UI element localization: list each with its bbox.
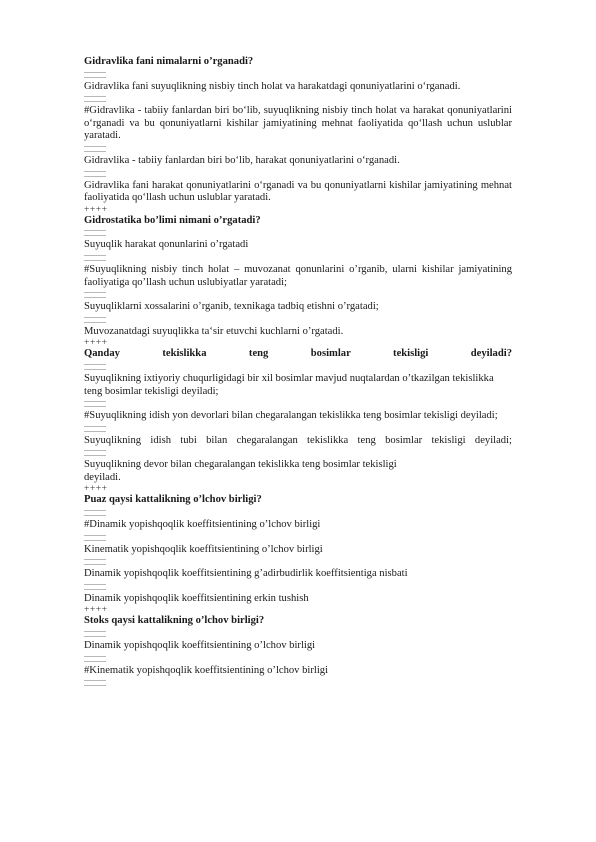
answer-option: deyiladi. [84,471,121,483]
separator-line [84,656,106,662]
separator-line [84,72,106,78]
separator-line [84,535,106,541]
question-delimiter: ++++ [84,605,108,616]
answer-option: #Suyuqlikning idish yon devorlari bilan chegaralangan tekislikka teng bosimlar tekisligi deyiladi; [84,410,498,422]
answer-option: Dinamik yopishqoqlik koeffitsientining o’lchov birligi [84,640,316,652]
question-text: Gidravlika fani nimalarni o’rganadi? [84,56,254,67]
separator-line [84,255,106,261]
answer-option: Muvozanatdagi suyuqlikka ta‘sir etuvchi kuchlarni o’rgatadi. [84,325,344,337]
answer-option: Suyuqlikning devor bilan chegaralangan tekislikka teng bosimlar tekisligi [84,459,397,471]
question-text: Stoks qaysi kattalikning o’lchov birligi? [84,615,265,627]
separator-line [84,317,106,323]
answer-option: Suyuqlik harakat qonunlarini o’rgatadi [84,239,249,251]
separator-line [84,680,106,686]
separator-line [84,631,106,637]
answer-option: Suyuqlikning ixtiyoriy chuqurligidagi bir xil bosimlar mavjud nuqtalardan o’tkazilgan tekislikka teng bosimlar tekisligi deyiladi; [84,372,494,397]
answer-option: Gidravlika fani harakat qonuniyatlarini o‘rganadi va bu qonuniyatlarni kishilar jamiyatining mehnat faoliyatida qo‘llash uchun uslublar yaratadi. [84,179,512,204]
answer-option: Kinematik yopishqoqlik koeffitsientining o’lchov birligi [84,543,323,555]
answer-option: Suyuqliklarni xossalarini o’rganib, texnikaga tadbiq etishni o’rgatadi; [84,301,379,313]
answer-option: Suyuqlikning idish tubi bilan chegaralangan tekislikka teng bosimlar tekisligi deyiladi; [84,434,512,446]
separator-line [84,450,106,456]
question-text: Puaz qaysi kattalikning o’lchov birligi? [84,494,262,506]
answer-option: Dinamik yopishqoqlik koeffitsientining g’adirbudirlik koeffitsientiga nisbati [84,568,408,580]
answer-option: #Suyuqlikning nisbiy tinch holat – muvozanat qonunlarini o’rganib, ularni kishilar jamiyatining faoliyatiga qo’llash uchun uslubiyatlar yaratadi; [84,263,512,288]
separator-line [84,96,106,102]
answer-option: #Kinematik yopishqoqlik koeffitsientining o’lchov birligi [84,664,329,676]
separator-line [84,559,106,565]
answer-option: #Gidravlika - tabiiy fanlardan biri bo‘lib, suyuqlikning nisbiy tinch holat va harakat qonuniyatlarini o‘rganadi va bu qonuniyatlarni kishilar jamiyatining mehnat faoliyatida qo‘llash uchun uslublar yaratadi. [84,105,512,142]
separator-line [84,230,106,236]
separator-line [84,584,106,590]
document-page [84,56,512,689]
separator-line [84,146,106,152]
answer-option: Gidravlika - tabiiy fanlardan biri bo‘lib, harakat qonuniyatlarini o‘rganadi. [84,154,400,166]
question-delimiter: ++++ [84,338,108,349]
answer-option: Gidravlika fani suyuqlikning nisbiy tinch holat va harakatdagi qonuniyatlarini o‘rganadi. [84,80,461,92]
answer-option: Dinamik yopishqoqlik koeffitsientining erkin tushish [84,592,309,604]
question-delimiter: ++++ [84,484,108,495]
separator-line [84,171,106,177]
answer-option: #Dinamik yopishqoqlik koeffitsientining o’lchov birligi [84,519,321,531]
question-text: Qanday tekislikka teng bosimlar tekisligi deyiladi? [84,348,512,360]
separator-line [84,401,106,407]
separator-line [84,426,106,432]
separator-line [84,510,106,516]
separator-line [84,364,106,370]
separator-line [84,292,106,298]
question-delimiter: ++++ [84,204,108,215]
question-text: Gidrostatika bo’limi nimani o’rgatadi? [84,214,261,226]
